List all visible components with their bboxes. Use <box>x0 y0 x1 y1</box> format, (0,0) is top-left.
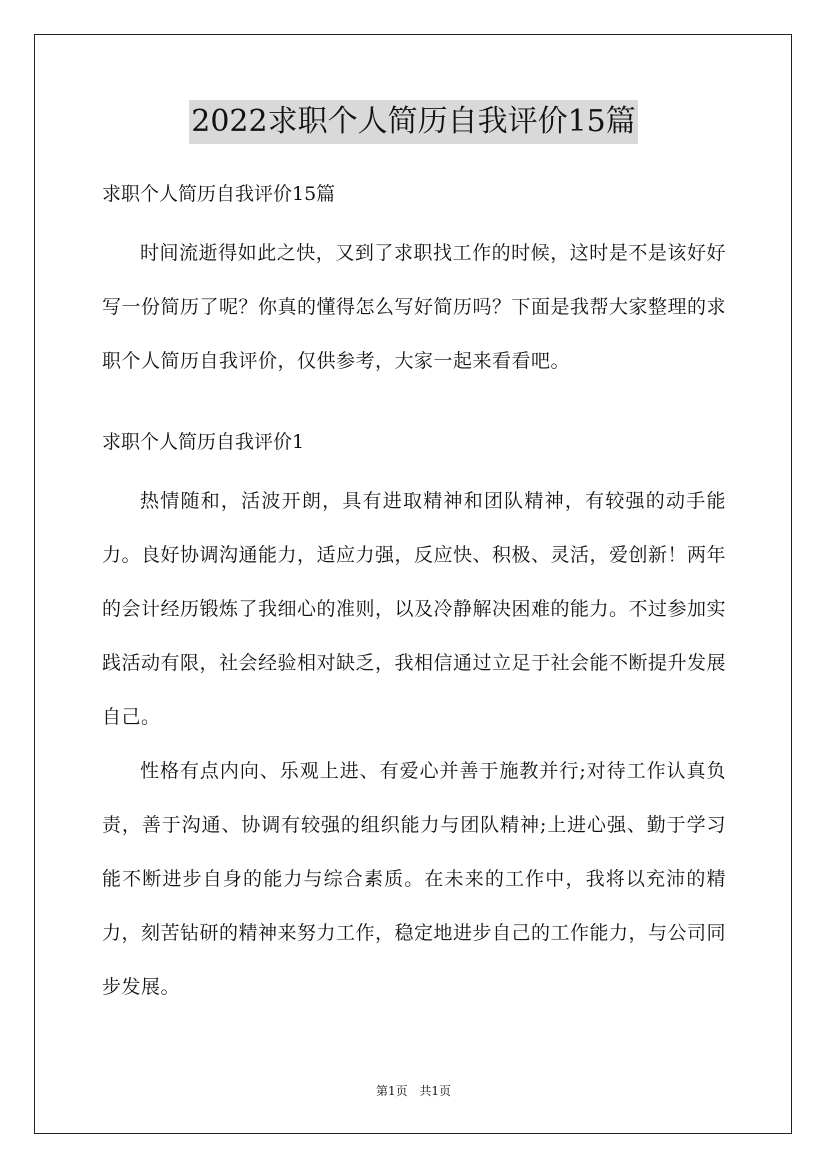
page-number: 第1页 <box>375 1084 408 1098</box>
section-paragraph-2: 性格有点内向、乐观上进、有爱心并善于施教并行;对待工作认真负责，善于沟通、协调有较强的组织能力与团队精神;上进心强、勤于学习能不断进步自身的能力与综合素质。在未来的工作中，我将以充沛的精力，刻苦钻研的精神来努力工作，稳定地进步自己的工作能力，与公司同步发展。 <box>102 760 727 998</box>
page-total: 共1页 <box>419 1084 452 1098</box>
section-heading: 求职个人简历自我评价1 <box>102 431 305 453</box>
intro-paragraph: 时间流逝得如此之快，又到了求职找工作的时候，这时是不是该好好写一份简历了呢？你真的懂得怎么写好简历吗？下面是我帮大家整理的求职个人简历自我评价，仅供参考，大家一起来看看吧。 <box>102 242 727 372</box>
document-subtitle: 求职个人简历自我评价15篇 <box>102 183 336 205</box>
page-footer <box>0 1083 827 1099</box>
section-paragraph-1: 热情随和，活波开朗，具有进取精神和团队精神，有较强的动手能力。良好协调沟通能力，适应力强，反应快、积极、灵活，爱创新！两年的会计经历锻炼了我细心的准则，以及冷静解决困难的能力。不过参加实践活动有限，社会经验相对缺乏，我相信通过立足于社会能不断提升发展自己。 <box>102 490 727 728</box>
document-title: 2022求职个人简历自我评价15篇 <box>189 100 638 144</box>
section-spacer <box>102 388 726 422</box>
document-title-wrapper <box>0 100 827 144</box>
document-body <box>102 174 726 1014</box>
